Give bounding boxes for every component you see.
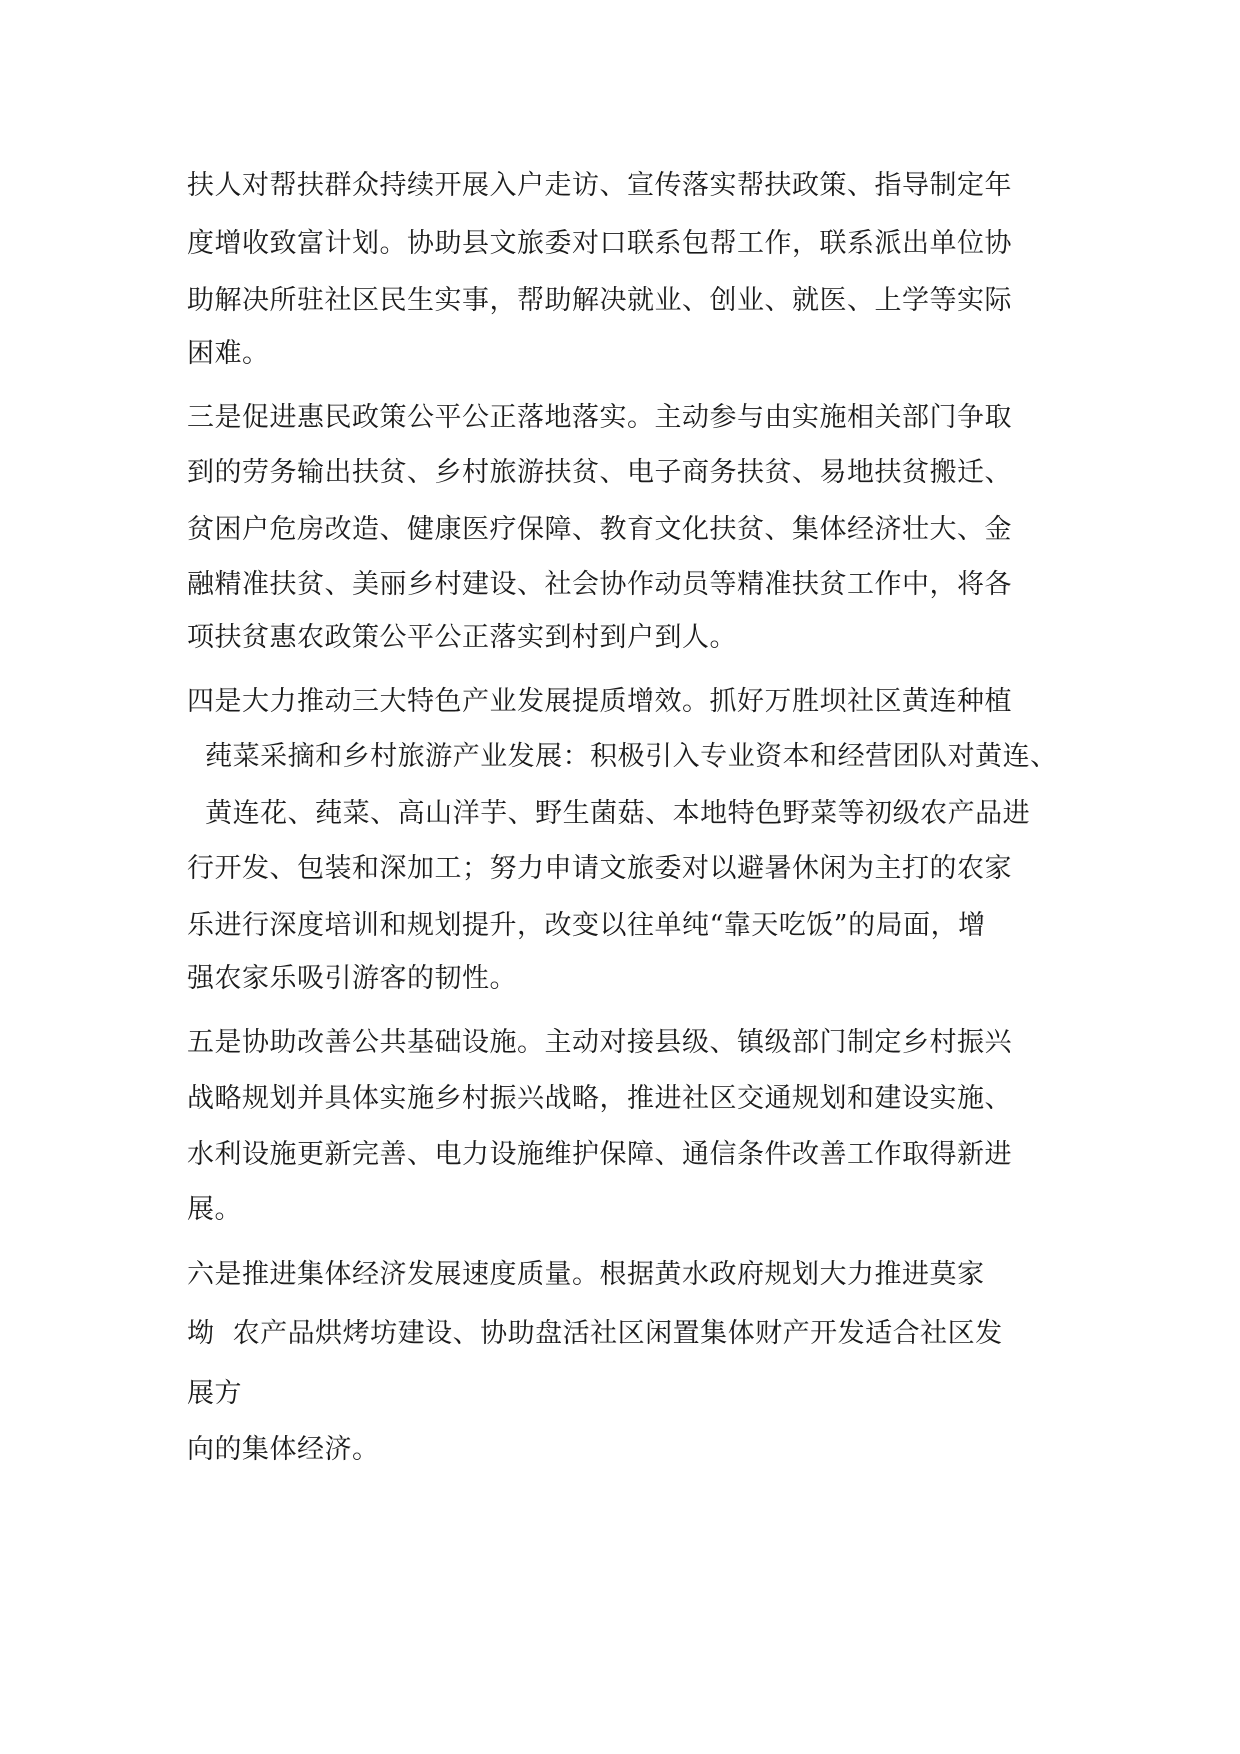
paragraph-line: 战略规划并具体实施乡村振兴战略，推进社区交通规划和建设实施、 xyxy=(187,1083,1012,1114)
paragraph-line: 展方 xyxy=(187,1378,242,1409)
paragraph-line: 四是大力推动三大特色产业发展提质增效。抓好万胜坝社区黄连种植 xyxy=(187,686,1012,717)
paragraph-line: 向的集体经济。 xyxy=(187,1434,380,1465)
paragraph-line: 扶人对帮扶群众持续开展入户走访、宣传落实帮扶政策、指导制定年 xyxy=(187,170,1012,201)
paragraph-line: 行开发、包装和深加工；努力申请文旅委对以避暑休闲为主打的农家 xyxy=(187,853,1012,884)
paragraph-line: 困难。 xyxy=(187,338,270,369)
paragraph-line: 到的劳务输出扶贫、乡村旅游扶贫、电子商务扶贫、易地扶贫搬迁、 xyxy=(187,457,1012,488)
paragraph-line: 坳 农产品烘烤坊建设、协助盘活社区闲置集体财产开发适合社区发 xyxy=(187,1318,1003,1349)
paragraph-line: 三是促进惠民政策公平公正落地落实。主动参与由实施相关部门争取 xyxy=(187,402,1012,433)
paragraph-line: 项扶贫惠农政策公平公正落实到村到户到人。 xyxy=(187,622,737,653)
paragraph-line: 展。 xyxy=(187,1194,242,1225)
paragraph-line: 六是推进集体经济发展速度质量。根据黄水政府规划大力推进莫家 xyxy=(187,1259,985,1290)
paragraph-line: 莼菜采摘和乡村旅游产业发展：积极引入专业资本和经营团队对黄连、 xyxy=(187,741,1058,772)
paragraph-line: 五是协助改善公共基础设施。主动对接县级、镇级部门制定乡村振兴 xyxy=(187,1027,1012,1058)
paragraph-line: 度增收致富计划。协助县文旅委对口联系包帮工作，联系派出单位协 xyxy=(187,228,1012,259)
paragraph-line: 乐进行深度培训和规划提升，改变以往单纯“靠天吃饭”的局面，增 xyxy=(187,910,986,941)
paragraph-line: 融精准扶贫、美丽乡村建设、社会协作动员等精准扶贫工作中，将各 xyxy=(187,569,1012,600)
paragraph-line: 强农家乐吸引游客的韧性。 xyxy=(187,963,517,994)
paragraph-line: 助解决所驻社区民生实事，帮助解决就业、创业、就医、上学等实际 xyxy=(187,285,1012,316)
paragraph-line: 水利设施更新完善、电力设施维护保障、通信条件改善工作取得新进 xyxy=(187,1139,1012,1170)
paragraph-line: 黄连花、莼菜、高山洋芋、野生菌菇、本地特色野菜等初级农产品进 xyxy=(187,798,1031,829)
paragraph-line: 贫困户危房改造、健康医疗保障、教育文化扶贫、集体经济壮大、金 xyxy=(187,514,1012,545)
